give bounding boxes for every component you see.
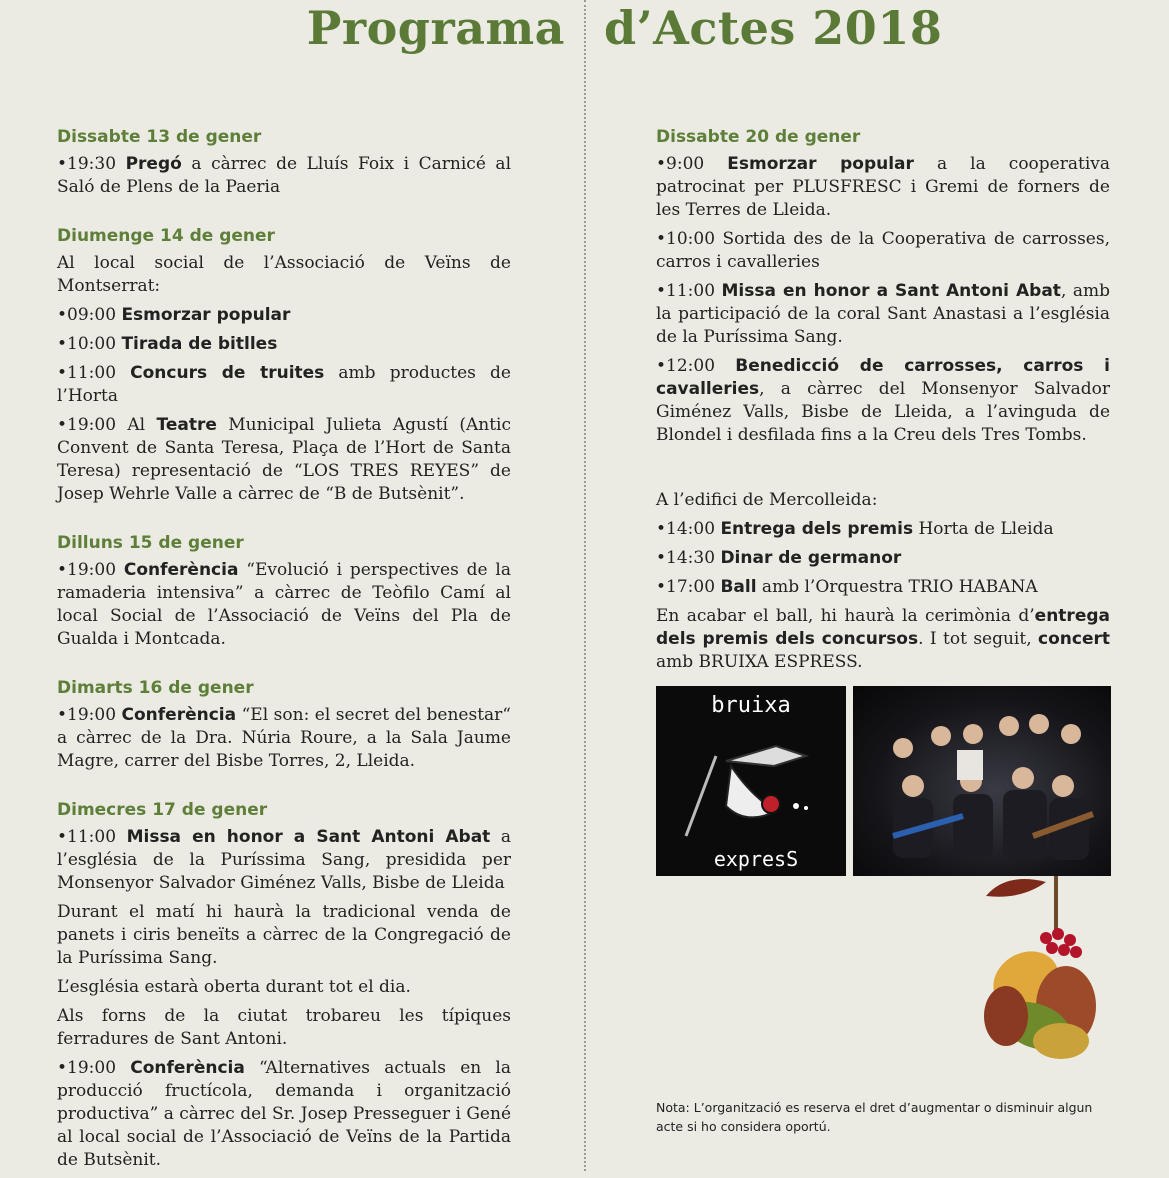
day-heading: Dissabte 20 de gener bbox=[656, 127, 861, 147]
event-item: •14:30 Dinar de germanor bbox=[656, 548, 902, 568]
paragraph: L’església estarà oberta durant tot el dia. bbox=[57, 977, 411, 997]
event-item: •10:00 Tirada de bitlles bbox=[57, 334, 278, 354]
intro-text: A l’edifici de Mercolleida: bbox=[656, 490, 878, 510]
day-heading: Dimarts 16 de gener bbox=[57, 678, 254, 698]
event-item: •19:00 Conferència “Evolució i perspectives de la ramaderia intensiva” a càrrec de Teòfilo Camí al local Social de l’Associació de Veïns del Pla de Gualda i Montcada. bbox=[57, 560, 511, 649]
day-heading: Diumenge 14 de gener bbox=[57, 226, 275, 246]
title-actes: d’Actes 2018 bbox=[604, 1, 943, 55]
band-photo bbox=[853, 686, 1111, 876]
event-item: •11:00 Missa en honor a Sant Antoni Abat, amb la participació de la coral Sant Anastasi a l’església de la Puríssima Sang. bbox=[656, 281, 1110, 347]
left-column bbox=[57, 126, 511, 1178]
event-item: •10:00 Sortida des de la Cooperativa de carrosses, carros i cavalleries bbox=[656, 229, 1110, 272]
paragraph: Als forns de la ciutat trobareu les típiques ferradures de Sant Antoni. bbox=[57, 1006, 511, 1049]
event-item: •19:30 Pregó a càrrec de Lluís Foix i Carnicé al Saló de Plens de la Paeria bbox=[57, 154, 512, 197]
footer-note: Nota: L’organització es reserva el dret d’augmentar o disminuir algun acte si ho considera oportú. bbox=[656, 1100, 1093, 1134]
event-item: •11:00 Missa en honor a Sant Antoni Abat a l’església de la Puríssima Sang, presidida per Monsenyor Salvador Giménez Valls, Bisbe de Lleida bbox=[57, 827, 511, 893]
event-item: •14:00 Entrega dels premis Horta de Lleida bbox=[656, 519, 1054, 539]
event-item: •9:00 Esmorzar popular a la cooperativa patrocinat per PLUSFRESC i Gremi de forners de les Terres de Lleida. bbox=[656, 154, 1110, 220]
event-item: •11:00 Concurs de truites amb productes de l’Horta bbox=[57, 363, 511, 406]
intro-text: Al local social de l’Associació de Veïns de Montserrat: bbox=[57, 253, 511, 296]
closing-text: En acabar el ball, hi haurà la cerimònia d’entrega dels premis dels concursos. I tot seguit, concert amb BRUIXA ESPRESS. bbox=[656, 606, 1110, 672]
day-heading: Dissabte 13 de gener bbox=[57, 127, 262, 147]
event-item: •17:00 Ball amb l’Orquestra TRIO HABANA bbox=[656, 577, 1038, 597]
event-item: •19:00 Al Teatre Municipal Julieta Agustí (Antic Convent de Santa Teresa, Plaça de l’Hort de Santa Teresa) representació de “LOS TRES REYES” de Josep Wehrle Valle a càrrec de “B de Butsènit”. bbox=[57, 415, 511, 504]
day-heading: Dilluns 15 de gener bbox=[57, 533, 244, 553]
right-column bbox=[656, 126, 1110, 876]
title-programa: Programa bbox=[306, 1, 565, 55]
event-item: •12:00 Benedicció de carrosses, carros i cavalleries, a càrrec del Monsenyor Salvador Giménez Valls, Bisbe de Lleida, a l’avinguda de Blondel i desfilada fins a la Creu dels Tres Tombs. bbox=[656, 356, 1110, 445]
bruixa-express-logo bbox=[656, 686, 846, 876]
event-item: •09:00 Esmorzar popular bbox=[57, 305, 291, 325]
photos-row bbox=[656, 686, 1110, 876]
day-heading: Dimecres 17 de gener bbox=[57, 800, 268, 820]
autumn-leaves-illustration bbox=[966, 876, 1116, 1076]
logo-text-bottom: expresS bbox=[713, 847, 799, 871]
logo-text-top: bruixa bbox=[711, 693, 791, 718]
event-item: •19:00 Conferència “El son: el secret del benestar“ a càrrec de la Dra. Núria Roure, a la Sala Jaume Magre, carrer del Bisbe Torres, 2, Lleida. bbox=[57, 705, 511, 771]
witch-moon-icon bbox=[656, 686, 846, 876]
column-divider bbox=[584, 0, 586, 1171]
paragraph: Durant el matí hi haurà la tradicional venda de panets i ciris beneïts a càrrec de la Congregació de la Puríssima Sang. bbox=[57, 902, 511, 968]
event-item: •19:00 Conferència “Alternatives actuals en la producció fructícola, demanda i organització productiva” a càrrec del Sr. Josep Presseguer i Gené al local social de l’Associació de Veïns de la Partida de Butsènit. bbox=[57, 1058, 511, 1170]
